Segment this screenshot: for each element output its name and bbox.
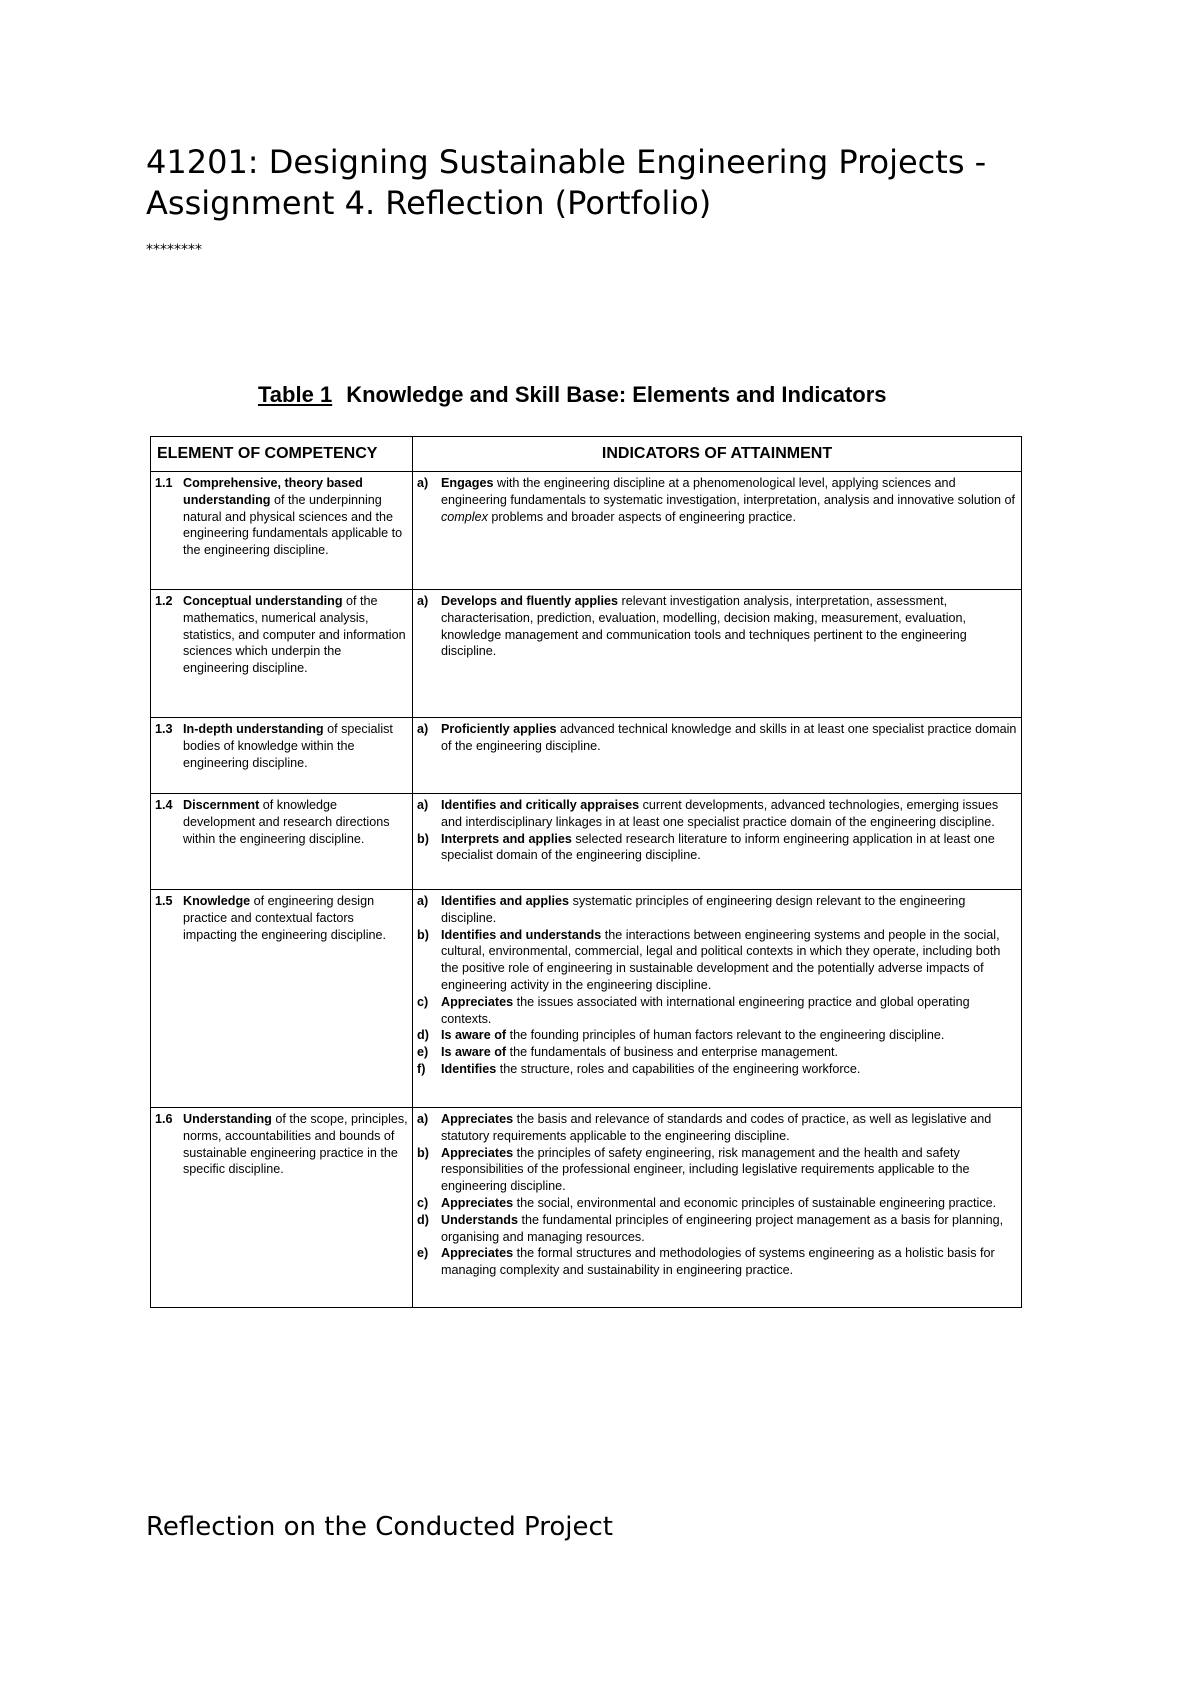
element-number: 1.6: [155, 1112, 173, 1126]
indicator-item: [417, 797, 1017, 831]
table-row: [151, 890, 1022, 1108]
header-element-of-competency: ELEMENT OF COMPETENCY: [151, 437, 413, 472]
indicator-item: [417, 1145, 1017, 1195]
indicator-text: [441, 1245, 1017, 1279]
element-key-term: Understanding: [183, 1112, 272, 1126]
indicator-letter: a): [417, 476, 429, 490]
indicator-text: [441, 927, 1017, 994]
indicator-item: [417, 721, 1017, 755]
indicator-text: [441, 994, 1017, 1028]
element-cell: [151, 890, 413, 1108]
element-number: 1.2: [155, 594, 173, 608]
element-description: [183, 593, 408, 677]
indicator-item: [417, 1111, 1017, 1145]
indicator-item: [417, 1044, 1017, 1061]
indicator-text: [441, 475, 1017, 525]
element-detail: of engineering design practice and contextual factors impacting the engineering discipline.: [183, 894, 387, 942]
element-number: 1.5: [155, 894, 173, 908]
table-header-row: [151, 437, 1022, 472]
indicator-key-verb: Identifies and critically appraises: [441, 798, 640, 812]
element-description: [183, 475, 408, 559]
indicator-letter: a): [417, 722, 429, 736]
indicators-cell: [413, 890, 1022, 1108]
indicator-letter: d): [417, 1028, 429, 1043]
indicator-detail: with the engineering discipline at a phenomenological level, applying sciences and engineering fundamentals to systematic investigation, interpretation, analysis and innovative solution of: [441, 476, 1016, 507]
indicator-text: [441, 1145, 1017, 1195]
element-number: 1.3: [155, 722, 173, 736]
indicators-cell: [413, 1108, 1022, 1308]
indicators-cell: [413, 590, 1022, 718]
element-cell: [151, 718, 413, 794]
indicator-detail: the issues associated with international engineering practice and global operating contexts.: [441, 994, 970, 1026]
indicator-detail-end: problems and broader aspects of engineering practice.: [487, 509, 796, 524]
indicator-detail: the founding principles of human factors relevant to the engineering discipline.: [506, 1028, 945, 1043]
indicator-item: [417, 1195, 1017, 1212]
indicator-key-verb: Understands: [441, 1212, 518, 1227]
indicator-detail: the structure, roles and capabilities of the engineering workforce.: [496, 1061, 861, 1076]
indicator-letter: b): [417, 927, 429, 942]
indicator-key-verb: Appreciates: [441, 1145, 514, 1160]
table-row: [151, 794, 1022, 890]
element-detail: of specialist bodies of knowledge within the engineering discipline.: [183, 722, 393, 770]
indicator-letter: a): [417, 594, 429, 608]
indicator-detail: advanced technical knowledge and skills in at least one specialist practice domain of the engineering discipline.: [441, 722, 1017, 753]
indicator-item: [417, 994, 1017, 1028]
indicator-key-verb: Appreciates: [441, 1246, 514, 1261]
element-key-term: Knowledge: [183, 894, 251, 908]
indicator-key-verb: Identifies: [441, 1061, 497, 1076]
table-row: [151, 590, 1022, 718]
indicator-letter: c): [417, 1195, 429, 1210]
indicator-text: [441, 893, 1017, 927]
indicator-detail: the formal structures and methodologies of systems engineering as a holistic basis for managing complexity and sustainability in engineering practice.: [441, 1246, 995, 1278]
element-cell: [151, 1108, 413, 1308]
section-heading: Reflection on the Conducted Project: [146, 1512, 613, 1542]
indicator-item: [417, 831, 1017, 865]
element-description: [183, 797, 408, 847]
element-key-term: Conceptual understanding: [183, 594, 343, 608]
indicator-key-verb: Develops and fluently applies: [441, 594, 619, 608]
indicator-text: [441, 721, 1017, 755]
indicator-text: [441, 1195, 1017, 1212]
indicator-key-verb: Is aware of: [441, 1045, 507, 1060]
indicator-letter: a): [417, 894, 429, 908]
table-caption: [258, 382, 1038, 408]
indicator-letter: c): [417, 994, 429, 1009]
indicator-item: [417, 927, 1017, 994]
element-key-term: In-depth understanding: [183, 722, 324, 736]
indicator-text: [441, 593, 1017, 660]
indicator-detail: the principles of safety engineering, risk management and the health and safety responsibilities of the professional engineer, including legislative requirements applicable to the engineering discipline.: [441, 1145, 970, 1194]
indicator-item: [417, 1245, 1017, 1279]
indicator-text: [441, 831, 1017, 865]
indicator-text: [441, 797, 1017, 831]
element-description: [183, 721, 408, 771]
indicator-key-verb: Appreciates: [441, 1195, 514, 1210]
indicator-letter: a): [417, 798, 429, 812]
table-row: [151, 718, 1022, 794]
indicator-letter: f): [417, 1061, 426, 1076]
table-caption-number: Table 1: [258, 382, 333, 407]
indicator-item: [417, 475, 1017, 525]
indicator-key-verb: Identifies and applies: [441, 894, 570, 908]
indicator-detail: the social, environmental and economic principles of sustainable engineering practice.: [513, 1195, 997, 1210]
indicator-detail: the basis and relevance of standards and codes of practice, as well as legislative and statutory requirements applicable to the engineering discipline.: [441, 1112, 992, 1143]
indicator-detail: systematic principles of engineering design relevant to the engineering discipline.: [441, 894, 966, 925]
element-number: 1.4: [155, 798, 173, 812]
element-detail: of the scope, principles, norms, accountabilities and bounds of sustainable engineering practice in the specific discipline.: [183, 1112, 408, 1177]
indicator-detail: the fundamental principles of engineering project management as a basis for planning, organising and managing resources.: [441, 1212, 1004, 1244]
indicator-detail: the interactions between engineering systems and people in the social, cultural, environmental, commercial, legal and political contexts in which they operate, including both the positive role of engineering in sustainable development and the potentially adverse impacts of engineering activity in the engineering discipline.: [441, 927, 1001, 992]
element-detail: of the underpinning natural and physical sciences and the engineering fundamentals applicable to the engineering discipline.: [183, 492, 403, 558]
competency-table: [150, 436, 1022, 1308]
indicator-letter: d): [417, 1212, 429, 1227]
element-number: 1.1: [155, 476, 173, 490]
indicator-letter: a): [417, 1112, 429, 1126]
indicator-letter: b): [417, 1145, 429, 1160]
indicator-detail: the fundamentals of business and enterprise management.: [506, 1045, 838, 1060]
element-cell: [151, 794, 413, 890]
indicator-key-verb: Interprets and applies: [441, 831, 572, 846]
indicator-key-verb: Appreciates: [441, 1112, 514, 1126]
element-cell: [151, 590, 413, 718]
table-caption-text: Knowledge and Skill Base: Elements and Indicators: [346, 382, 887, 407]
indicator-letter: e): [417, 1246, 429, 1261]
element-key-term: Comprehensive, theory based understanding: [183, 476, 363, 507]
element-key-term: Discernment: [183, 798, 260, 812]
indicator-letter: b): [417, 831, 429, 846]
indicator-key-verb: Engages: [441, 476, 494, 490]
document-title: 41201: Designing Sustainable Engineering Projects - Assignment 4. Reflection (Portfolio): [146, 143, 987, 222]
indicator-key-verb: Proficiently applies: [441, 722, 557, 736]
indicator-key-verb: Identifies and understands: [441, 927, 602, 942]
indicator-emphasis: complex: [441, 509, 488, 524]
element-description: [183, 1111, 408, 1178]
indicator-key-verb: Appreciates: [441, 994, 514, 1009]
table-row: [151, 472, 1022, 590]
indicator-item: [417, 1061, 1017, 1078]
indicator-item: [417, 1027, 1017, 1044]
indicator-item: [417, 893, 1017, 927]
element-detail: of the mathematics, numerical analysis, statistics, and computer and information sciences which underpin the engineering discipline.: [183, 594, 406, 676]
indicator-text: [441, 1044, 1017, 1061]
element-cell: [151, 472, 413, 590]
table-row: [151, 1108, 1022, 1308]
indicator-item: [417, 1212, 1017, 1246]
indicator-key-verb: Is aware of: [441, 1028, 507, 1043]
indicators-cell: [413, 472, 1022, 590]
header-indicators-of-attainment: INDICATORS OF ATTAINMENT: [413, 437, 1022, 472]
indicator-detail: current developments, advanced technologies, emerging issues and interdisciplinary linkages in at least one specialist practice domain of the engineering discipline.: [441, 798, 999, 829]
indicator-text: [441, 1111, 1017, 1145]
indicator-text: [441, 1212, 1017, 1246]
element-description: [183, 893, 408, 943]
indicator-text: [441, 1061, 1017, 1078]
indicator-detail: selected research literature to inform engineering application in at least one specialist domain of the engineering discipline.: [441, 831, 995, 863]
element-detail: of knowledge development and research directions within the engineering discipline.: [183, 798, 390, 846]
indicator-text: [441, 1027, 1017, 1044]
indicators-cell: [413, 718, 1022, 794]
indicator-item: [417, 593, 1017, 660]
indicator-letter: e): [417, 1045, 429, 1060]
separator-stars: ********: [146, 242, 202, 258]
indicator-detail: relevant investigation analysis, interpretation, assessment, characterisation, prediction, evaluation, modelling, decision making, measurement, evaluation, knowledge management and communication tools and techniques pertinent to the engineering discipline.: [441, 594, 967, 659]
indicators-cell: [413, 794, 1022, 890]
